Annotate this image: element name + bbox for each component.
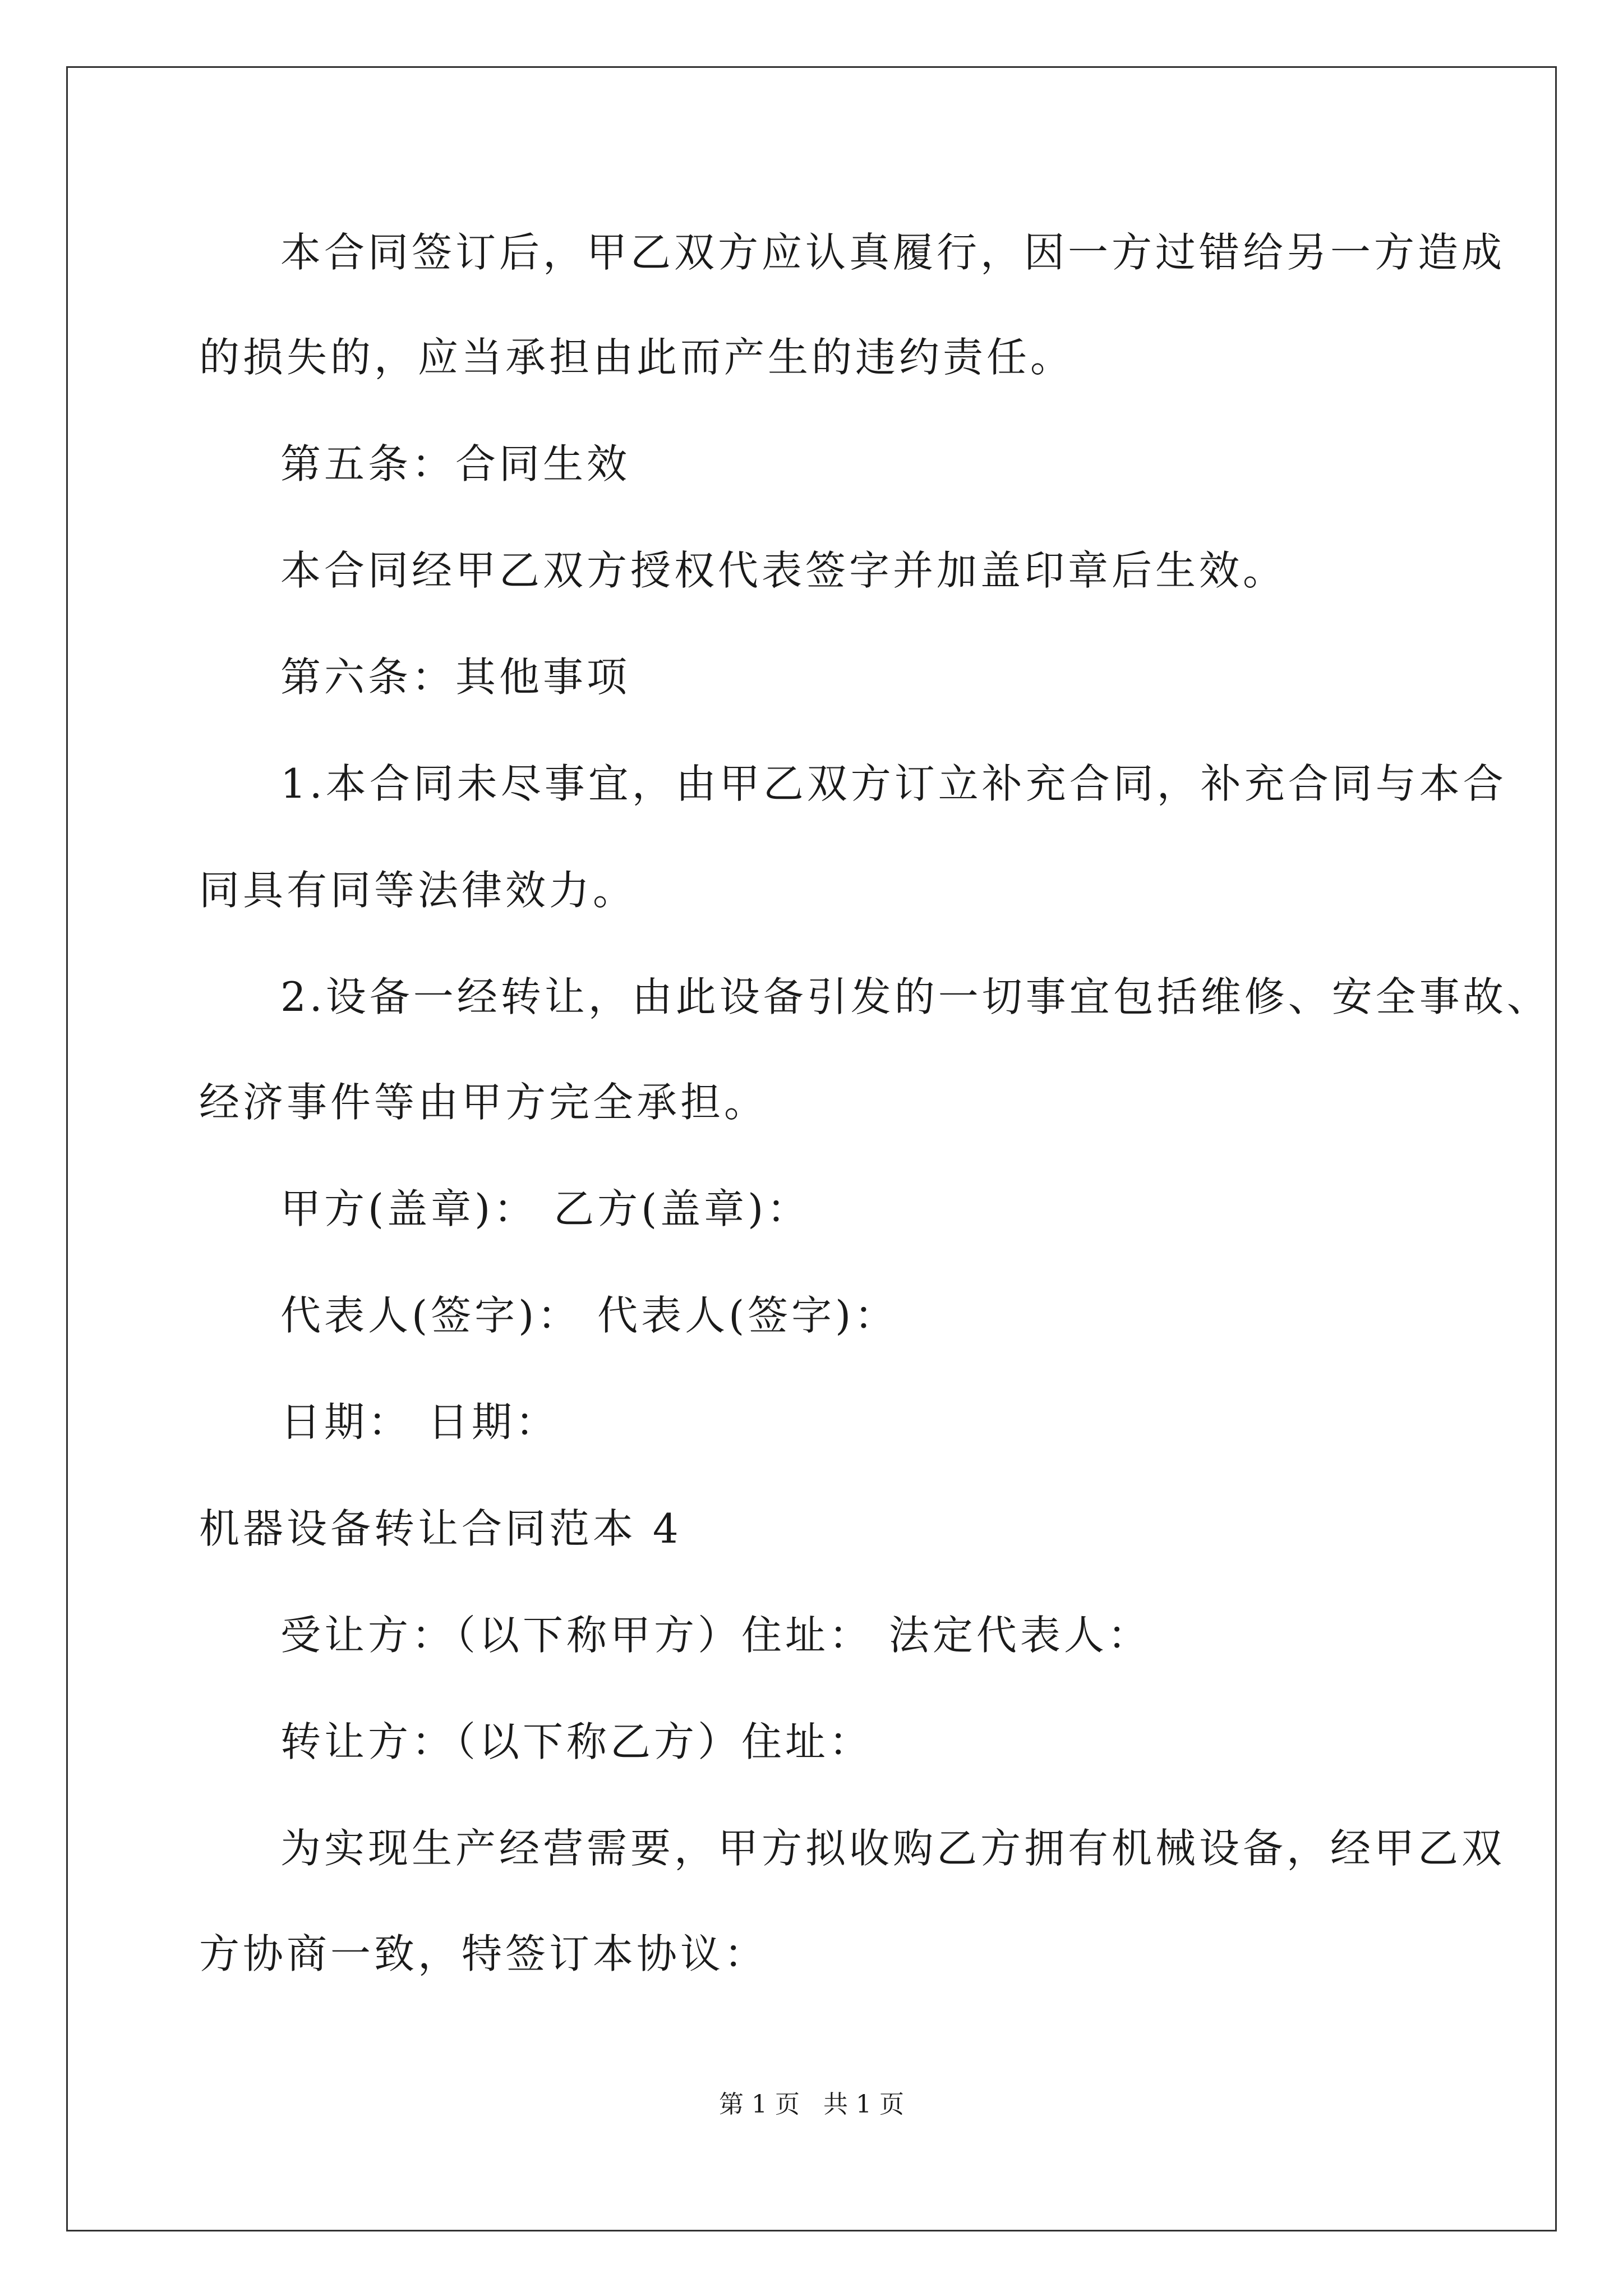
paragraph-line: 1.本合同未尽事宜，由甲乙双方订立补充合同，补充合同与本合 (280, 760, 1507, 807)
page-footer: 第 1 页 共 1 页 (719, 2090, 904, 2119)
paragraph-line: 2.设备一经转让，由此设备引发的一切事宜包括维修、安全事故、 (280, 973, 1551, 1020)
paragraph-line: 本合同签订后，甲乙双方应认真履行，因一方过错给另一方造成 (280, 229, 1506, 276)
signature-line: 甲方(盖章)： 乙方(盖章)： (280, 1185, 811, 1232)
page-border (66, 66, 1557, 2231)
party-line: 受让方：（以下称甲方）住址： 法定代表人： (280, 1612, 1151, 1659)
article-heading: 第五条：合同生效 (280, 440, 631, 487)
paragraph-line: 方协商一致，特签订本协议： (199, 1930, 768, 1977)
section-title: 机器设备转让合同范本 4 (199, 1505, 682, 1552)
signature-line: 代表人(签字)： 代表人(签字)： (280, 1292, 898, 1339)
paragraph-line: 本合同经甲乙双方授权代表签字并加盖印章后生效。 (280, 547, 1287, 594)
paragraph-line: 经济事件等由甲方完全承担。 (199, 1079, 768, 1126)
paragraph-line: 同具有同等法律效力。 (199, 867, 637, 914)
date-line: 日期： 日期： (280, 1398, 559, 1446)
paragraph-line: 为实现生产经营需要，甲方拟收购乙方拥有机械设备，经甲乙双 (280, 1825, 1506, 1872)
paragraph-line: 的损失的，应当承担由此而产生的违约责任。 (199, 334, 1075, 381)
article-heading: 第六条：其他事项 (280, 654, 631, 701)
party-line: 转让方：（以下称乙方）住址： (280, 1718, 873, 1765)
